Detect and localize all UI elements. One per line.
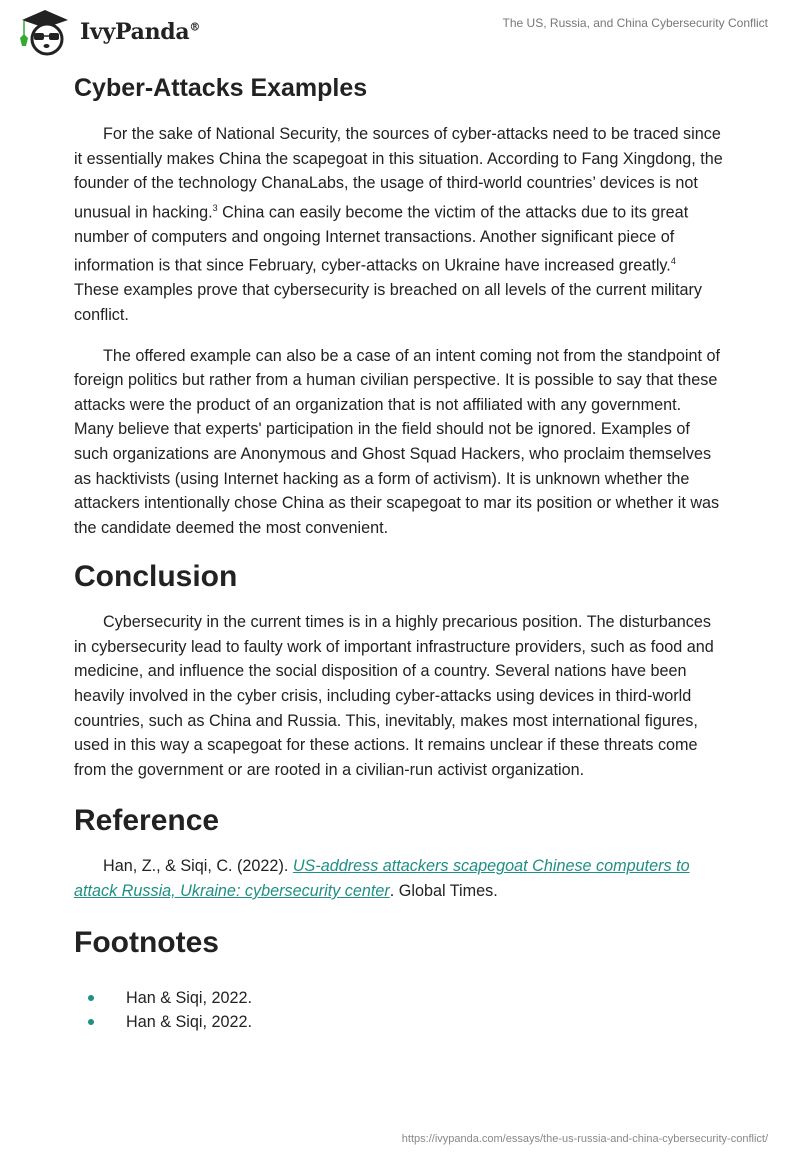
footnotes-list [74, 986, 724, 1035]
paragraph: The offered example can also be a case of an intent coming not from the standpoint of foreign politics but rather from a human civilian perspective. It is possible to say that these attacks were the product of an organization that is not affiliated with any government. Many believe that experts' participation in the field should not be ignored. Examples of such organizations are Anonymous and Ghost Squad Hackers, who proclaim themselves as hacktivists (using Internet hacking as a form of activism). It is unknown whether the attackers intentionally chose China as their scapegoat to mar its position or whether it was the candidate deemed the most convenient. [74, 346, 721, 537]
footnote-ref-4[interactable]: 4 [670, 256, 676, 267]
bullet-icon [88, 1019, 94, 1025]
header [0, 0, 800, 60]
essay-content [74, 72, 724, 1035]
section-heading-conclusion: Conclusion [74, 560, 238, 594]
section-heading-cyber-attacks: Cyber-Attacks Examples [74, 74, 368, 102]
paragraph: Cybersecurity in the current times is in a highly precarious position. The disturbances in cybersecurity lead to faulty work of important infrastructure providers, such as food and medicine, and influence the social disposition of a country. Several nations have been heavily involved in the cyber crisis, including cyber-attacks using devices in third-world countries, such as China and Russia. This, inevitably, makes most international figures, used in this way a scapegoat for these actions. It remains unclear if these threats come from the government or are rooted in a civilian-run activist organization. [74, 613, 714, 779]
footnote-item: Han & Siqi, 2022. [74, 1010, 724, 1035]
bullet-icon [88, 995, 94, 1001]
ivypanda-logo[interactable] [18, 8, 200, 56]
section-heading-reference: Reference [74, 804, 220, 838]
brand-name: IvyPanda® [80, 19, 201, 45]
document-title: The US, Russia, and China Cybersecurity Conflict [502, 16, 768, 30]
reference-link[interactable]: US-address attackers scapegoat Chinese computers to attack Russia, Ukraine: cybersecurity center [74, 857, 690, 901]
paragraph: For the sake of National Security, the sources of cyber-attacks need to be traced since it essentially makes China the scapegoat in this situation. According to Fang Xingdong, the founder of the technology ChanaLabs, the usage of third-world countries’ devices is not unusual in hacking.$^3$ China can easily become the victim of the attacks due to its great number of computers and ongoing Internet transactions. Another significant piece of information is that since February, cyber-attacks on Ukraine have increased greatly.$^4$ These examples prove that cybersecurity is breached on all levels of the current military conflict. [74, 125, 723, 324]
section-heading-footnotes: Footnotes [74, 925, 219, 959]
reference-entry: Han, Z., & Siqi, C. (2022). US-address attackers scapegoat Chinese computers to attack Russia, Ukraine: cybersecurity center. Global Times. [74, 857, 690, 901]
source-url[interactable]: https://ivypanda.com/essays/the-us-russia-and-china-cybersecurity-conflict/ [401, 1133, 768, 1145]
panda-graduate-icon [18, 8, 72, 56]
footnote-ref-3[interactable]: 3 [212, 202, 218, 213]
footnote-item: Han & Siqi, 2022. [74, 986, 724, 1011]
